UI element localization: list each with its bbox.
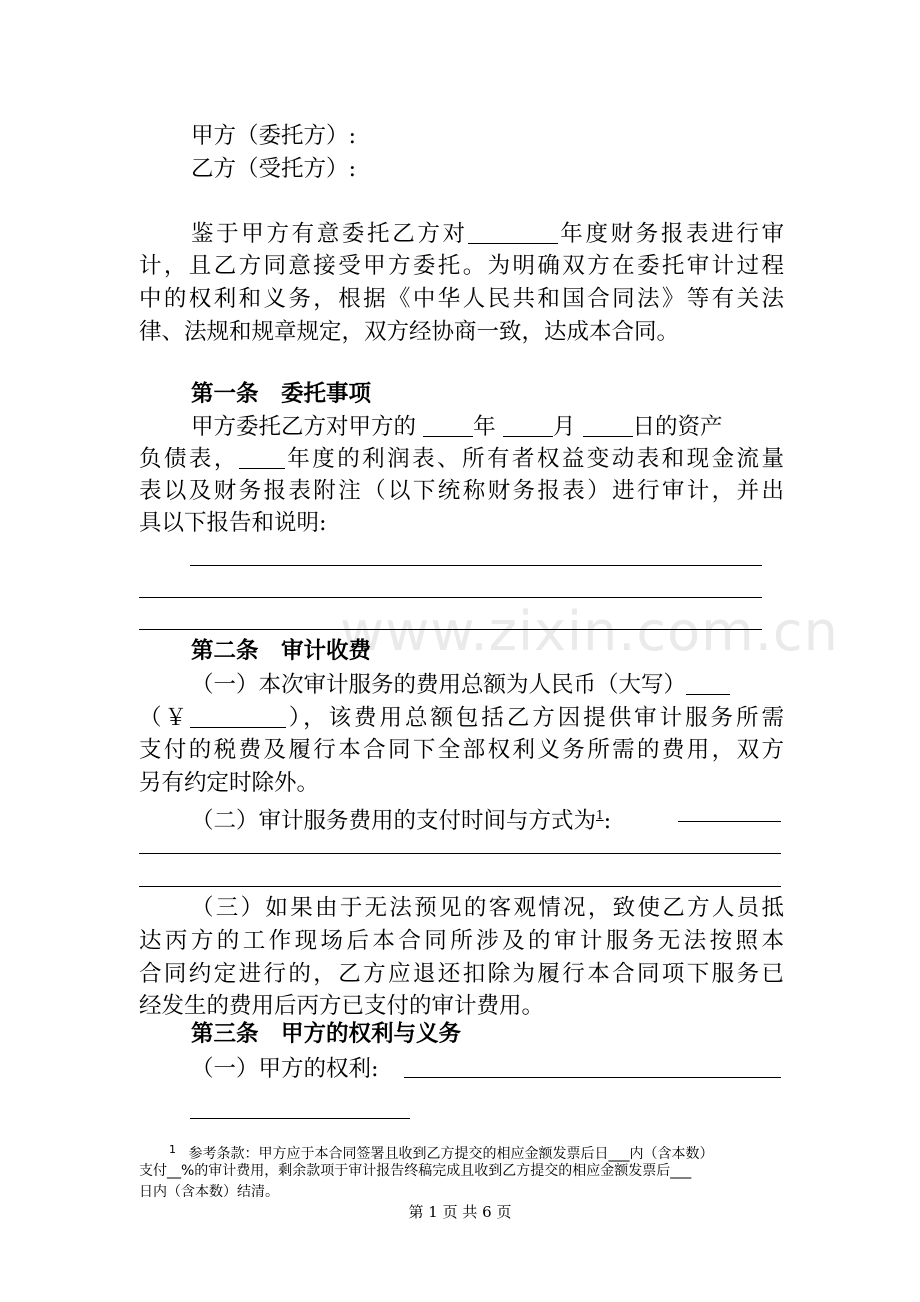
article-2-p1-line-3: 支付的税费及履行本合同下全部权利义务所需的费用，双方 [139, 737, 784, 763]
article-2-p1-line-4: 另有约定时除外。 [139, 770, 320, 796]
year-blank[interactable] [423, 410, 473, 437]
article-2-p1-line-2: （￥ ），该费用总额包括乙方因提供审计服务所需 [139, 701, 784, 734]
article-3-p1: （一）甲方的权利: [191, 1056, 379, 1082]
payment-blank-line[interactable] [139, 886, 781, 887]
payment-blank-line[interactable] [139, 853, 781, 854]
article-2-p1-line-1: （一）本次审计服务的费用总额为人民币（大写） [139, 668, 784, 701]
footnote-separator [190, 1118, 410, 1119]
footnote-ref[interactable]: 1 [596, 808, 604, 822]
footnote-line-3: 日内（含本数）结清。 [139, 1184, 279, 1200]
report-blank-line[interactable] [139, 597, 762, 598]
day-blank[interactable] [583, 410, 633, 437]
preamble-line-4: 律、法规和规章规定，双方经协商一致，达成本合同。 [139, 319, 680, 345]
amount-words-blank[interactable] [686, 668, 730, 695]
article-1-line-3: 表以及财务报表附注（以下统称财务报表）进行审计，并出 [139, 478, 784, 504]
article-1-line-1: 甲方委托乙方对甲方的 年 月 日的资产 [139, 410, 784, 443]
report-blank-line[interactable] [139, 629, 762, 630]
preamble-line-3: 中的权利和义务，根据《中华人民共和国合同法》等有关法 [139, 286, 784, 312]
article-2-p3-line-2: 达丙方的工作现场后本合同所涉及的审计服务无法按照本 [139, 928, 784, 954]
page-number: 第 1 页 共 6 页 [408, 1203, 512, 1221]
article-2-p3-line-3: 合同约定进行的，乙方应退还扣除为履行本合同项下服务已 [139, 961, 784, 987]
amount-figures-blank[interactable] [190, 701, 286, 728]
article-1-line-4: 具以下报告和说明: [139, 510, 327, 536]
footnote-line-2: 支付__%的审计费用，剩余款项于审计报告终稿完成且收到乙方提交的相应金额发票后___ [139, 1163, 692, 1179]
year-blank[interactable] [468, 217, 558, 244]
preamble-line-1: 鉴于甲方有意委托乙方对 年度财务报表进行审 [139, 217, 784, 250]
article-2-heading: 第二条 审计收费 [191, 638, 372, 664]
payment-blank[interactable] [678, 821, 781, 822]
article-2-p3-line-4: 经发生的费用后丙方已支付的审计费用。 [139, 993, 545, 1019]
party-a-line: 甲方（委托方）: [191, 123, 357, 149]
article-2-p3-line-1: （三）如果由于无法预见的客观情况，致使乙方人员抵 [191, 895, 784, 921]
party-b-line: 乙方（受托方）: [191, 156, 357, 182]
month-blank[interactable] [503, 410, 553, 437]
article-3-heading: 第三条 甲方的权利与义务 [191, 1021, 462, 1047]
article-2-p2-line-1: （二）审计服务费用的支付时间与方式为$^1$: [191, 808, 612, 834]
watermark: www.zixin.com.cn [340, 600, 839, 663]
rights-blank[interactable] [404, 1077, 781, 1078]
article-1-heading: 第一条 委托事项 [191, 381, 372, 407]
footnote-line-1: $^1$ 参考条款：甲方应于本合同签署且收到乙方提交的相应金额发票后日___内（含本数） [139, 1139, 789, 1165]
report-blank-line[interactable] [190, 565, 762, 566]
footnote-number: 1 [169, 1143, 176, 1156]
article-1-line-2: 负债表， 年度的利润表、所有者权益变动表和现金流量 [139, 442, 784, 475]
year-blank[interactable] [239, 442, 285, 469]
preamble-line-2: 计，且乙方同意接受甲方委托。为明确双方在委托审计过程 [139, 253, 784, 279]
